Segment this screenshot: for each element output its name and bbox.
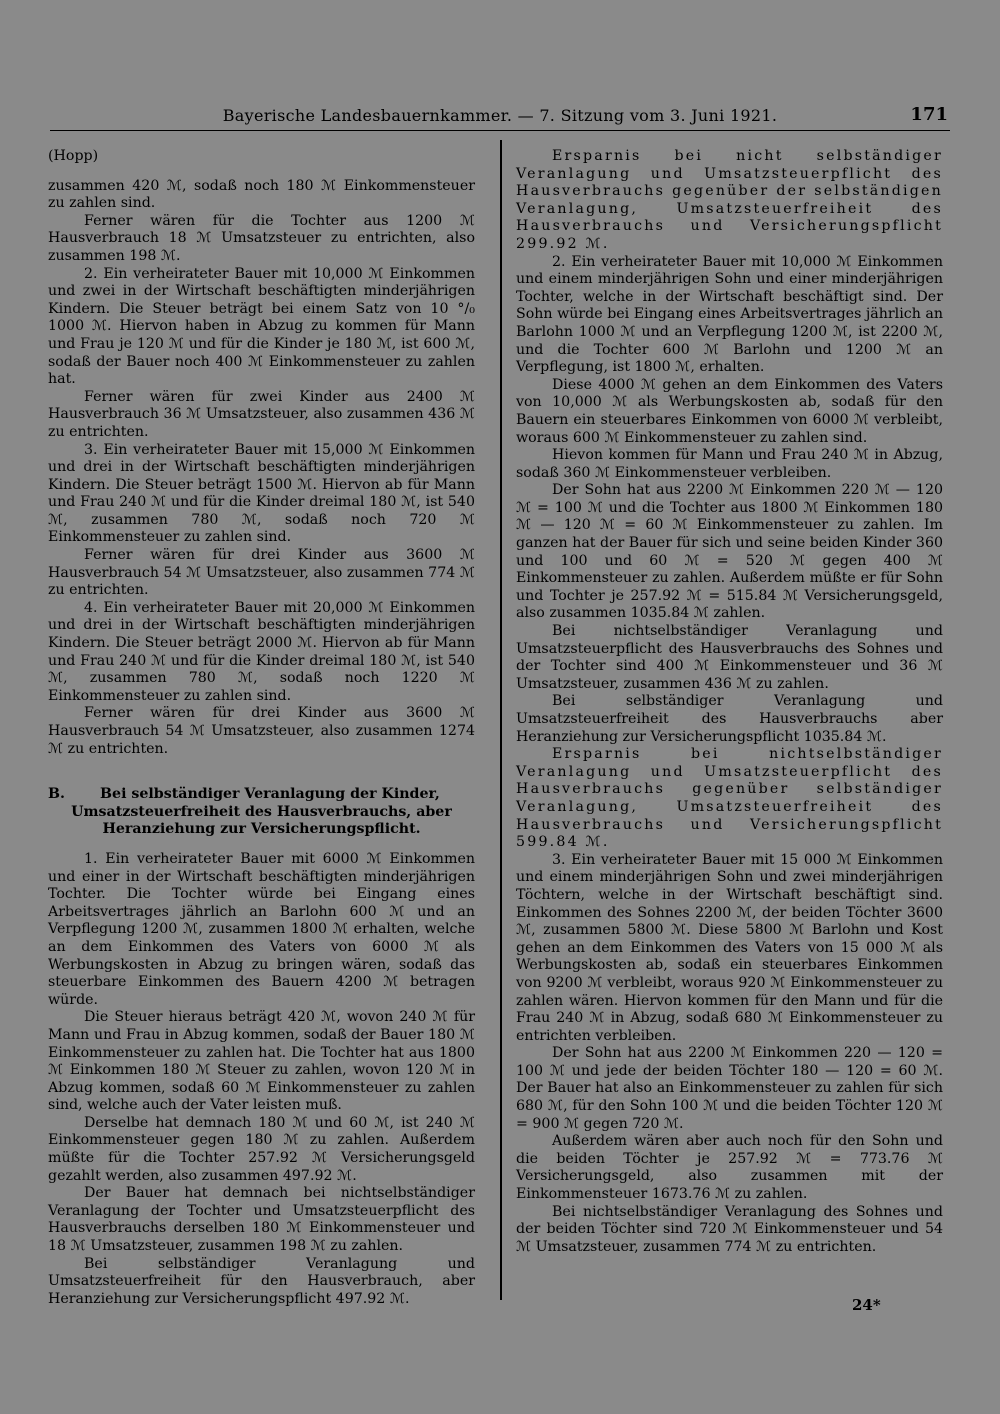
paragraph: Diese 4000 ℳ gehen an dem Einkommen des Vaters von 10,000 ℳ als Werbungskosten ab, sodaß für den Bauern ein steuerbares Einkommen von 6000 ℳ verbleibt, woraus 600 ℳ Einkommensteuer zu zahlen sind. (516, 376, 943, 446)
paragraph: Derselbe hat demnach 180 ℳ und 60 ℳ, ist 240 ℳ Einkommensteuer gegen 180 ℳ zu zahlen. Außerdem müßte für die Tochter 257.92 ℳ Versicherungsgeld gezahlt werden, also zusammen 497.92 ℳ. (48, 1114, 475, 1184)
paragraph: 1. Ein verheirateter Bauer mit 6000 ℳ Einkommen und einer in der Wirtschaft beschäftigten minderjährigen Tochter. Die Tochter würde bei Eingang eines Arbeitsvertrages jährlich an Barlohn 600 ℳ und an Verpflegung 1200 ℳ, zusammen 1800 ℳ erhalten, welche an dem Einkommen des Vaters von 6000 ℳ als Werbungskosten in Abzug zu bringen wären, sodaß das steuerbare Einkommen des Bauern 4200 ℳ betragen würde. (48, 850, 475, 1008)
paragraph: 3. Ein verheirateter Bauer mit 15 000 ℳ Einkommen und einem minderjährigen Sohn und zwei minderjährigen Töchtern, welche in der Wirtschaft beschäftigt sind. Einkommen des Sohnes 2200 ℳ, der beiden Töchter 3600 ℳ, zusammen 5800 ℳ. Diese 5800 ℳ Barlohn und Kost gehen an dem Einkommen des Vaters von 15 000 ℳ als Werbungskosten ab, sodaß ein steuerbares Einkommen von 9200 ℳ verbleibt, woraus 920 ℳ Einkommensteuer zu zahlen wären. Hiervon kommen für den Mann und für die Frau 240 ℳ in Abzug, sodaß 680 ℳ Einkommensteuer zu entrichten verbleiben. (516, 851, 943, 1044)
signature-mark: 24* (852, 1296, 881, 1314)
paragraph: Ferner wären für drei Kinder aus 3600 ℳ Hausverbrauch 54 ℳ Umsatzsteuer, also zusammen 774 ℳ zu entrichten. (48, 547, 475, 599)
section-heading (48, 786, 475, 839)
paragraph: Die Steuer hieraus beträgt 420 ℳ, wovon 240 ℳ für Mann und Frau in Abzug kommen, sodaß der Bauer 180 ℳ Einkommensteuer zu zahlen hat. Die Tochter hat aus 1800 ℳ Einkommen 180 ℳ Steuer zu zahlen, wovon 120 ℳ in Abzug kommen, sodaß 60 ℳ Einkommensteuer zu zahlen sind, welche auch der Vater leisten muß. (48, 1009, 475, 1114)
left-column (48, 148, 475, 1308)
paragraph: Ersparnis bei nichtselbständiger Veranlagung und Umsatzsteuerpflicht des Hausverbrauchs gegenüber selbständiger Veranlagung, Umsatzsteuerfreiheit des Hausverbrauchs und Versicherungspflicht 599.84 ℳ. (516, 746, 943, 851)
paragraph: Bei selbständiger Veranlagung und Umsatzsteuerfreiheit für den Hausverbrauch, aber Heranziehung zur Versicherungspflicht 497.92 ℳ. (48, 1255, 475, 1307)
paragraph: 3. Ein verheirateter Bauer mit 15,000 ℳ Einkommen und drei in der Wirtschaft beschäftigten minderjährigen Kindern. Die Steuer beträgt 1500 ℳ. Hiervon ab für Mann und Frau 240 ℳ und für die Kinder dreimal 180 ℳ, ist 540 ℳ, zusammen 780 ℳ, sodaß noch 720 ℳ Einkommensteuer zu zahlen sind. (48, 441, 475, 546)
right-column (516, 148, 943, 1256)
paragraph: Außerdem wären aber auch noch für den Sohn und die beiden Töchter je 257.92 ℳ = 773.76 ℳ Versicherungsgeld, also zusammen mit der Einkommensteuer 1673.76 ℳ zu zahlen. (516, 1133, 943, 1203)
paragraph: 4. Ein verheirateter Bauer mit 20,000 ℳ Einkommen und drei in der Wirtschaft beschäftigten minderjährigen Kindern. Die Steuer beträgt 2000 ℳ. Hiervon ab für Mann und Frau 240 ℳ und für die Kinder dreimal 180 ℳ, ist 540 ℳ, zusammen 780 ℳ, sodaß noch 1220 ℳ Einkommensteuer zu zahlen sind. (48, 599, 475, 704)
paragraph: Der Bauer hat demnach bei nichtselbständiger Veranlagung der Tochter und Umsatzsteuerpflicht des Hausverbrauchs derselben 180 ℳ Einkommensteuer und 18 ℳ Umsatzsteuer, zusammen 198 ℳ zu zahlen. (48, 1185, 475, 1255)
speaker-label: (Hopp) (48, 148, 99, 164)
paragraph: Der Sohn hat aus 2200 ℳ Einkommen 220 ℳ — 120 ℳ = 100 ℳ und die Tochter aus 1800 ℳ Einkommen 180 ℳ — 120 ℳ = 60 ℳ Einkommensteuer zu zahlen. Im ganzen hat der Bauer für sich und seine beiden Kinder 360 und 100 und 60 ℳ = 520 ℳ gegen 400 ℳ Einkommensteuer zu zahlen. Außerdem müßte er für Sohn und Tochter je 257.92 ℳ = 515.84 ℳ Versicherungsgeld, also zusammen 1035.84 ℳ zahlen. (516, 482, 943, 622)
paragraph: Ferner wären für die Tochter aus 1200 ℳ Hausverbrauch 18 ℳ Umsatzsteuer zu entrichten, also zusammen 198 ℳ. (48, 212, 475, 264)
page-number: 171 (910, 104, 948, 125)
paragraph: 2. Ein verheirateter Bauer mit 10,000 ℳ Einkommen und einem minderjährigen Sohn und einer minderjährigen Tochter, welche in der Wirtschaft beschäftigt sind. Der Sohn würde bei Eingang eines Arbeitsvertrages jährlich an Barlohn 1000 ℳ und an Verpflegung 1200 ℳ, ist 2200 ℳ, und die Tochter 600 ℳ Barlohn und 1200 ℳ an Verpflegung, ist 1800 ℳ, erhalten. (516, 253, 943, 376)
paragraph: Der Sohn hat aus 2200 ℳ Einkommen 220 — 120 = 100 ℳ und jede der beiden Töchter 180 — 120 = 60 ℳ. Der Bauer hat also an Einkommensteuer zu zahlen für sich 680 ℳ, für den Sohn 100 ℳ und die beiden Töchter 120 ℳ = 900 ℳ gegen 720 ℳ. (516, 1045, 943, 1132)
section-heading-text: Bei selbständiger Veranlagung der Kinder, Umsatzsteuerfreiheit des Hausverbrauchs, aber Heranziehung zur Versicherungspflicht. (71, 786, 452, 838)
paragraph: Hievon kommen für Mann und Frau 240 ℳ in Abzug, sodaß 360 ℳ Einkommensteuer verbleiben. (516, 447, 943, 481)
section-letter: B. (48, 786, 65, 803)
paragraph: 2. Ein verheirateter Bauer mit 10,000 ℳ Einkommen und zwei in der Wirtschaft beschäftigten minderjährigen Kindern. Die Steuer beträgt bei einem Satz von 10 °/₀ 1000 ℳ. Hiervon haben in Abzug zu kommen für Mann und Frau je 120 ℳ und für die Kinder je 180 ℳ, ist 600 ℳ, sodaß der Bauer noch 400 ℳ Einkommensteuer zu zahlen hat. (48, 265, 475, 388)
paragraph: Ersparnis bei nicht selbständiger Veranlagung und Umsatzsteuerpflicht des Hausverbrauchs gegenüber der selbständigen Veranlagung, Umsatzsteuerfreiheit des Hausverbrauchs und Versicherungspflicht 299.92 ℳ. (516, 148, 943, 252)
paragraph: zusammen 420 ℳ, sodaß noch 180 ℳ Einkommensteuer zu zahlen sind. (48, 177, 475, 212)
paragraph: Ferner wären für drei Kinder aus 3600 ℳ Hausverbrauch 54 ℳ Umsatzsteuer, also zusammen 1274 ℳ zu entrichten. (48, 705, 475, 757)
header-title: Bayerische Landesbauernkammer. — 7. Sitzung vom 3. Juni 1921. (222, 106, 778, 125)
running-header (50, 104, 950, 131)
paragraph: Bei nichtselbständiger Veranlagung des Sohnes und der beiden Töchter sind 720 ℳ Einkommensteuer und 54 ℳ Umsatzsteuer, zusammen 774 ℳ zu entrichten. (516, 1203, 943, 1255)
paragraph: Ferner wären für zwei Kinder aus 2400 ℳ Hausverbrauch 36 ℳ Umsatzsteuer, also zusammen 436 ℳ zu entrichten. (48, 388, 475, 440)
column-divider (500, 140, 502, 1300)
paragraph: Bei nichtselbständiger Veranlagung und Umsatzsteuerpflicht des Hausverbrauchs des Sohnes und der Tochter sind 400 ℳ Einkommensteuer und 36 ℳ Umsatzsteuer, zusammen 436 ℳ zu zahlen. (516, 623, 943, 692)
paragraph: Bei selbständiger Veranlagung und Umsatzsteuerfreiheit des Hausverbrauchs aber Heranziehung zur Versicherungspflicht 1035.84 ℳ. (516, 693, 943, 745)
